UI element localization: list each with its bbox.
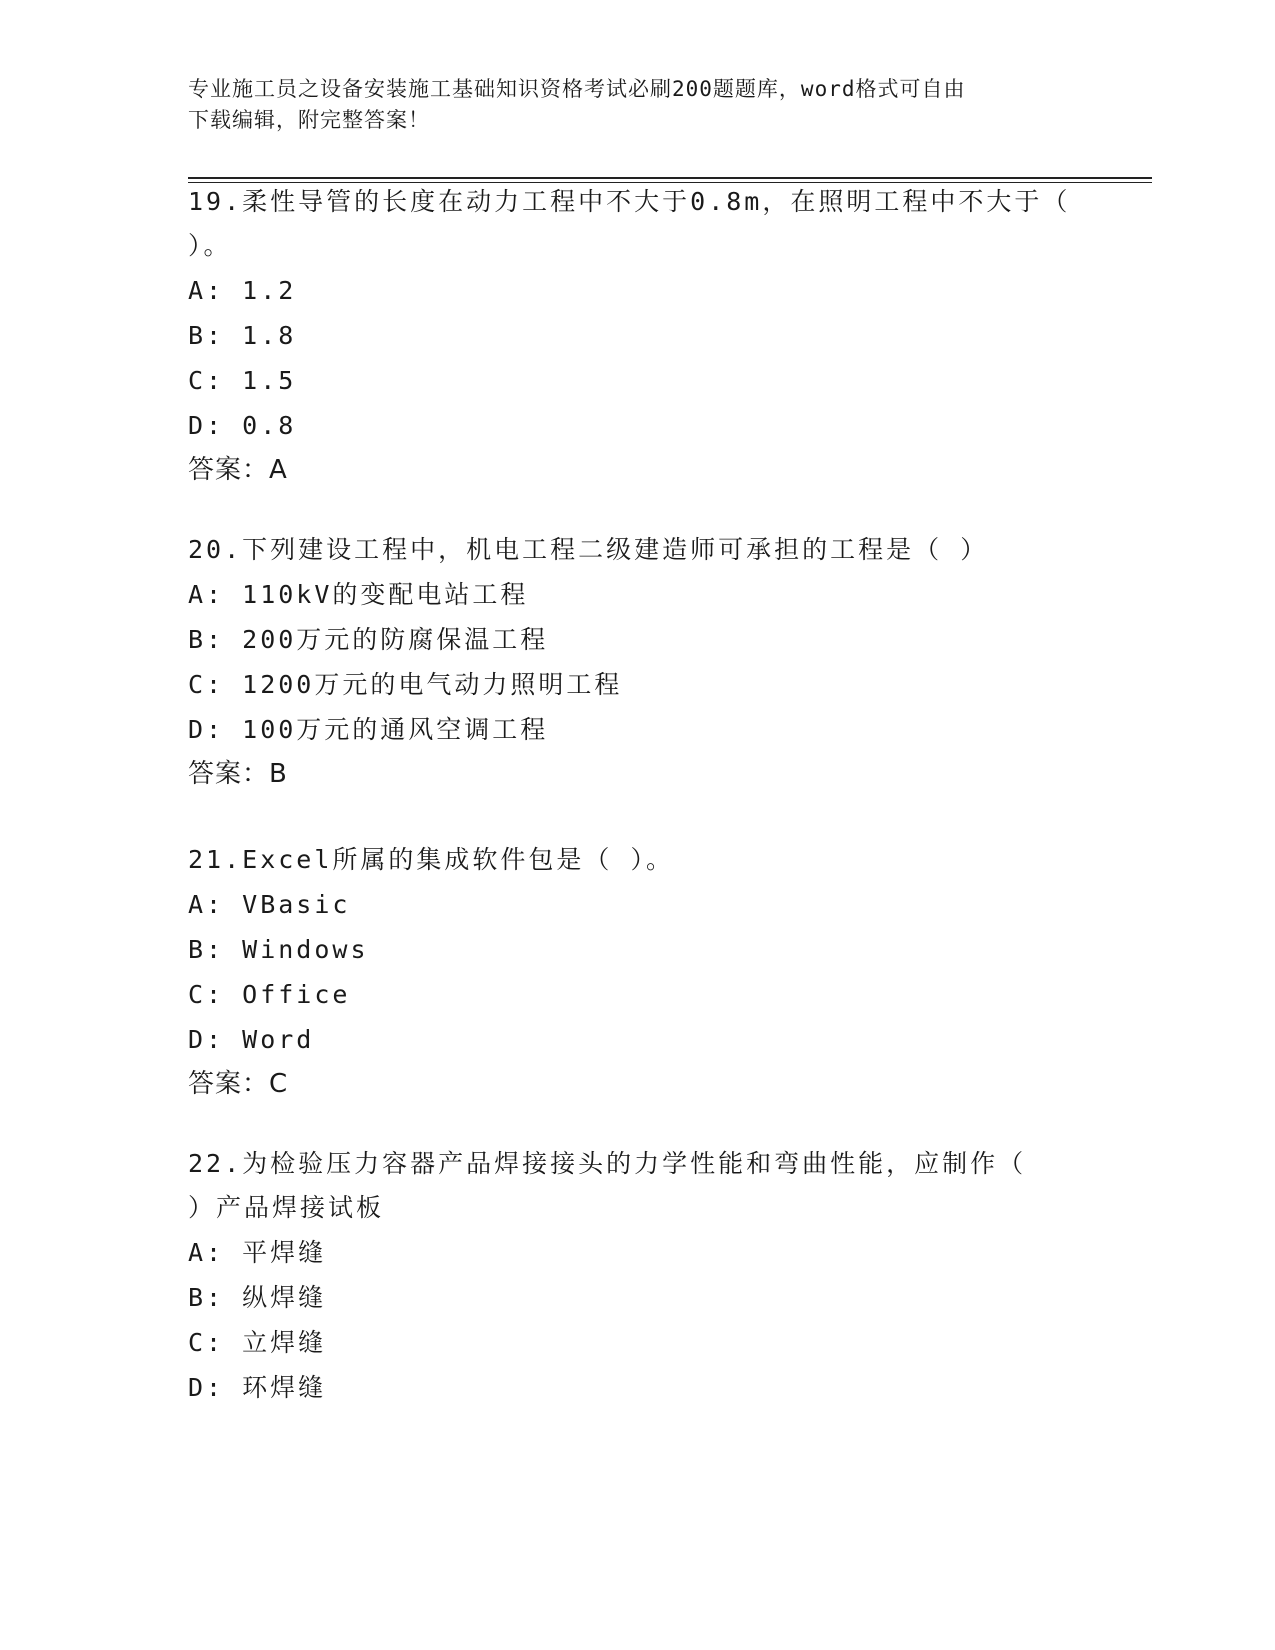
option-a: A: VBasic (188, 890, 351, 919)
option-b: B: 1.8 (188, 321, 297, 350)
header-title-line2: 下载编辑，附完整答案！ (188, 108, 430, 132)
option-c: C: 立焊缝 (188, 1328, 327, 1357)
option-d: D: 环焊缝 (188, 1373, 327, 1402)
question-20 (188, 528, 1088, 797)
question-21 (188, 838, 1088, 1107)
document-header (188, 74, 1088, 136)
question-stem-line1: 22.为检验压力容器产品焊接接头的力学性能和弯曲性能，应制作（ (188, 1149, 1027, 1178)
header-divider-thick (188, 177, 1152, 179)
question-19 (188, 180, 1088, 493)
question-stem-line2: ）。 (188, 231, 232, 260)
answer-line (188, 1062, 1088, 1107)
question-stem-line2: ）产品焊接试板 (188, 1193, 385, 1222)
question-22 (188, 1142, 1088, 1410)
question-stem-line1: 19.柔性导管的长度在动力工程中不大于0.8m，在照明工程中不大于（ (188, 187, 1071, 216)
option-a: A: 1.2 (188, 276, 297, 305)
answer-label: 答案： (188, 1069, 270, 1099)
answer-line (188, 752, 1088, 797)
option-b: B: 200万元的防腐保温工程 (188, 625, 549, 654)
answer-value: A (269, 455, 288, 485)
option-d: D: Word (188, 1025, 315, 1054)
option-d: D: 100万元的通风空调工程 (188, 715, 549, 744)
option-d: D: 0.8 (188, 411, 297, 440)
option-a: A: 平焊缝 (188, 1238, 327, 1267)
answer-label: 答案： (188, 455, 270, 485)
answer-line (188, 448, 1088, 493)
option-c: C: Office (188, 980, 351, 1009)
answer-value: C (269, 1069, 289, 1099)
option-b: B: 纵焊缝 (188, 1283, 327, 1312)
option-c: C: 1200万元的电气动力照明工程 (188, 670, 623, 699)
answer-label: 答案： (188, 759, 270, 789)
answer-value: B (269, 759, 288, 789)
question-stem-line1: 21.Excel所属的集成软件包是（ ）。 (188, 845, 674, 874)
question-stem-line1: 20.下列建设工程中，机电工程二级建造师可承担的工程是（ ） (188, 535, 989, 564)
option-a: A: 110kV的变配电站工程 (188, 580, 529, 609)
option-c: C: 1.5 (188, 366, 297, 395)
option-b: B: Windows (188, 935, 369, 964)
header-title-line1: 专业施工员之设备安装施工基础知识资格考试必刷200题题库，word格式可自由 (188, 77, 966, 101)
